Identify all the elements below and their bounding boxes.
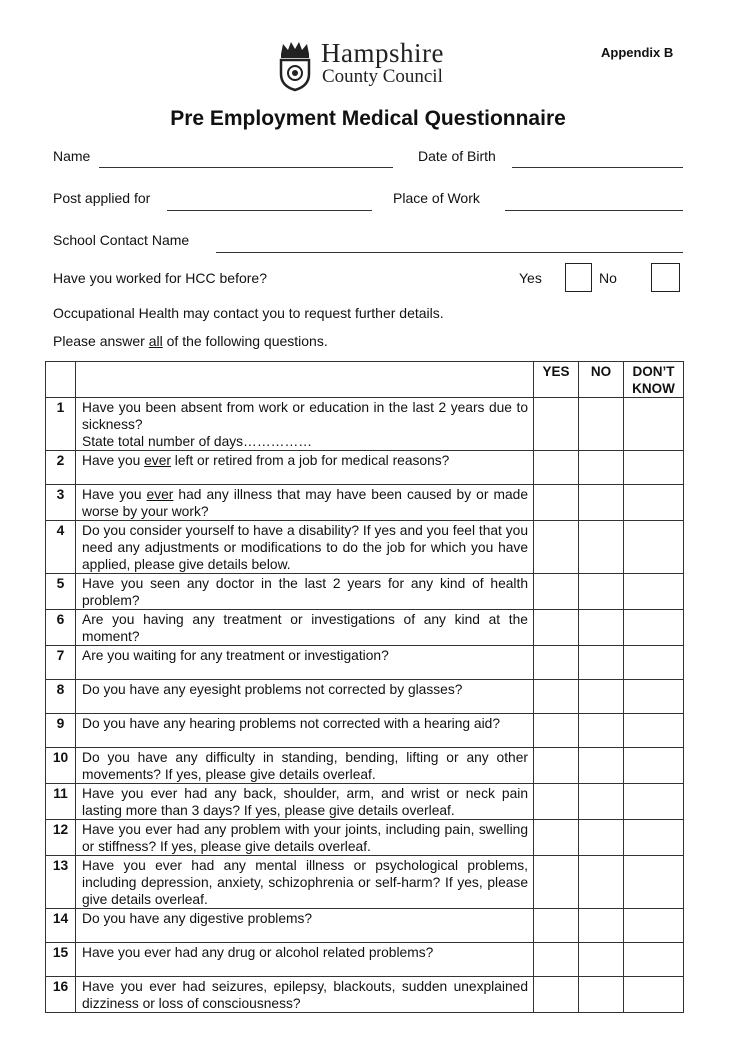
header-dont-know: DON’T KNOW [624, 362, 684, 398]
answer-dont-know-cell[interactable] [624, 680, 684, 714]
answer-yes-cell[interactable] [534, 485, 579, 521]
question-text: Do you have any hearing problems not corrected with a hearing aid? [76, 714, 534, 748]
table-row [46, 714, 684, 748]
answer-dont-know-cell[interactable] [624, 451, 684, 485]
row-number: 14 [46, 909, 76, 943]
row-number: 9 [46, 714, 76, 748]
header-no: NO [579, 362, 624, 398]
row-number: 6 [46, 610, 76, 646]
name-field[interactable] [99, 167, 393, 168]
answer-dont-know-cell[interactable] [624, 943, 684, 977]
table-row [46, 977, 684, 1013]
answer-dont-know-cell[interactable] [624, 574, 684, 610]
answer-no-cell[interactable] [579, 943, 624, 977]
row-number: 3 [46, 485, 76, 521]
row-number: 5 [46, 574, 76, 610]
post-field[interactable] [167, 210, 372, 211]
answer-yes-cell[interactable] [534, 748, 579, 784]
answer-yes-cell[interactable] [534, 451, 579, 485]
logo-line2: County Council [322, 66, 443, 87]
question-text: Have you seen any doctor in the last 2 years for any kind of health problem? [76, 574, 534, 610]
table-row [46, 909, 684, 943]
appendix-label: Appendix B [601, 45, 674, 60]
contact-note: Occupational Health may contact you to request further details. [53, 305, 444, 321]
answer-no-cell[interactable] [579, 451, 624, 485]
answer-no-cell[interactable] [579, 909, 624, 943]
answer-no-cell[interactable] [579, 680, 624, 714]
header-question [76, 362, 534, 398]
question-text: Have you ever had any illness that may have been caused by or made worse by your work? [76, 485, 534, 521]
header-num [46, 362, 76, 398]
answer-dont-know-cell[interactable] [624, 909, 684, 943]
question-text: Are you having any treatment or investigations of any kind at the moment? [76, 610, 534, 646]
answer-yes-cell[interactable] [534, 680, 579, 714]
answer-dont-know-cell[interactable] [624, 646, 684, 680]
answer-no-cell[interactable] [579, 714, 624, 748]
answer-no-cell[interactable] [579, 820, 624, 856]
answer-yes-cell[interactable] [534, 521, 579, 574]
row-number: 8 [46, 680, 76, 714]
row-number: 4 [46, 521, 76, 574]
dob-label: Date of Birth [418, 148, 496, 164]
answer-no-cell[interactable] [579, 485, 624, 521]
row-number: 12 [46, 820, 76, 856]
question-text: Have you ever had any drug or alcohol related problems? [76, 943, 534, 977]
answer-no-cell[interactable] [579, 977, 624, 1013]
page-title: Pre Employment Medical Questionnaire [170, 107, 566, 130]
no-label: No [599, 270, 617, 286]
table-row [46, 610, 684, 646]
worked-hcc-yes-checkbox[interactable] [565, 263, 592, 292]
answer-no-cell[interactable] [579, 610, 624, 646]
answer-no-cell[interactable] [579, 646, 624, 680]
table-row [46, 748, 684, 784]
answer-dont-know-cell[interactable] [624, 714, 684, 748]
question-text: Have you ever had seizures, epilepsy, blackouts, sudden unexplained dizziness or loss of consciousness? [76, 977, 534, 1013]
place-label: Place of Work [393, 190, 480, 206]
question-text: Have you ever left or retired from a job for medical reasons? [76, 451, 534, 485]
answer-yes-cell[interactable] [534, 820, 579, 856]
question-text: Have you ever had any mental illness or psychological problems, including depression, anxiety, schizophrenia or self-harm? If yes, please give details overleaf. [76, 856, 534, 909]
row-number: 11 [46, 784, 76, 820]
row-number: 2 [46, 451, 76, 485]
table-row [46, 574, 684, 610]
dob-field[interactable] [512, 167, 683, 168]
answer-dont-know-cell[interactable] [624, 977, 684, 1013]
table-row [46, 820, 684, 856]
worked-hcc-no-checkbox[interactable] [651, 263, 680, 292]
answer-yes-cell[interactable] [534, 610, 579, 646]
table-row [46, 521, 684, 574]
answer-dont-know-cell[interactable] [624, 820, 684, 856]
answer-no-cell[interactable] [579, 856, 624, 909]
answer-dont-know-cell[interactable] [624, 748, 684, 784]
question-text: Do you have any digestive problems? [76, 909, 534, 943]
answer-yes-cell[interactable] [534, 714, 579, 748]
question-text: Have you been absent from work or education in the last 2 years due to sickness? State total number of days…………… [76, 398, 534, 451]
answer-dont-know-cell[interactable] [624, 610, 684, 646]
school-contact-field[interactable] [216, 252, 683, 253]
answer-yes-cell[interactable] [534, 646, 579, 680]
school-contact-label: School Contact Name [53, 232, 190, 248]
answer-yes-cell[interactable] [534, 574, 579, 610]
table-row [46, 646, 684, 680]
answer-yes-cell[interactable] [534, 977, 579, 1013]
row-number: 7 [46, 646, 76, 680]
question-text: Do you consider yourself to have a disability? If yes and you feel that you need any adjustments or modifications to do the job for which you have applied, please give details below. [76, 521, 534, 574]
questions-table [45, 361, 684, 1013]
table-row [46, 680, 684, 714]
answer-no-cell[interactable] [579, 521, 624, 574]
logo-line1: Hampshire [321, 38, 444, 68]
answer-dont-know-cell[interactable] [624, 784, 684, 820]
row-number: 15 [46, 943, 76, 977]
answer-yes-cell[interactable] [534, 943, 579, 977]
table-row [46, 943, 684, 977]
table-header-row [46, 362, 684, 398]
answer-dont-know-cell[interactable] [624, 485, 684, 521]
answer-yes-cell[interactable] [534, 784, 579, 820]
name-label: Name [53, 148, 91, 164]
question-text: Are you waiting for any treatment or investigation? [76, 646, 534, 680]
answer-no-cell[interactable] [579, 748, 624, 784]
answer-yes-cell[interactable] [534, 398, 579, 451]
worked-hcc-label: Have you worked for HCC before? [53, 270, 267, 286]
row-number: 13 [46, 856, 76, 909]
header-yes: YES [534, 362, 579, 398]
answer-no-cell[interactable] [579, 398, 624, 451]
table-row [46, 856, 684, 909]
question-text: Have you ever had any back, shoulder, arm, and wrist or neck pain lasting more than 3 days? If yes, please give details overleaf. [76, 784, 534, 820]
hcc-logo [275, 40, 465, 94]
row-number: 1 [46, 398, 76, 451]
question-text: Have you ever had any problem with your joints, including pain, swelling or stiffness? If yes, please give details overleaf. [76, 820, 534, 856]
table-row [46, 451, 684, 485]
answer-no-cell[interactable] [579, 784, 624, 820]
question-text: Do you have any difficulty in standing, bending, lifting or any other movements? If yes, please give details overleaf. [76, 748, 534, 784]
row-number: 10 [46, 748, 76, 784]
row-number: 16 [46, 977, 76, 1013]
answer-dont-know-cell[interactable] [624, 398, 684, 451]
yes-label: Yes [519, 270, 542, 286]
crown-rose-icon [275, 40, 315, 92]
question-text: Do you have any eyesight problems not corrected by glasses? [76, 680, 534, 714]
instruction-note: Please answer all of the following questions. [53, 333, 328, 349]
post-label: Post applied for [53, 190, 151, 206]
table-row [46, 784, 684, 820]
answer-no-cell[interactable] [579, 574, 624, 610]
answer-yes-cell[interactable] [534, 909, 579, 943]
answer-dont-know-cell[interactable] [624, 856, 684, 909]
table-row [46, 485, 684, 521]
place-field[interactable] [505, 210, 683, 211]
table-row [46, 398, 684, 451]
answer-yes-cell[interactable] [534, 856, 579, 909]
answer-dont-know-cell[interactable] [624, 521, 684, 574]
